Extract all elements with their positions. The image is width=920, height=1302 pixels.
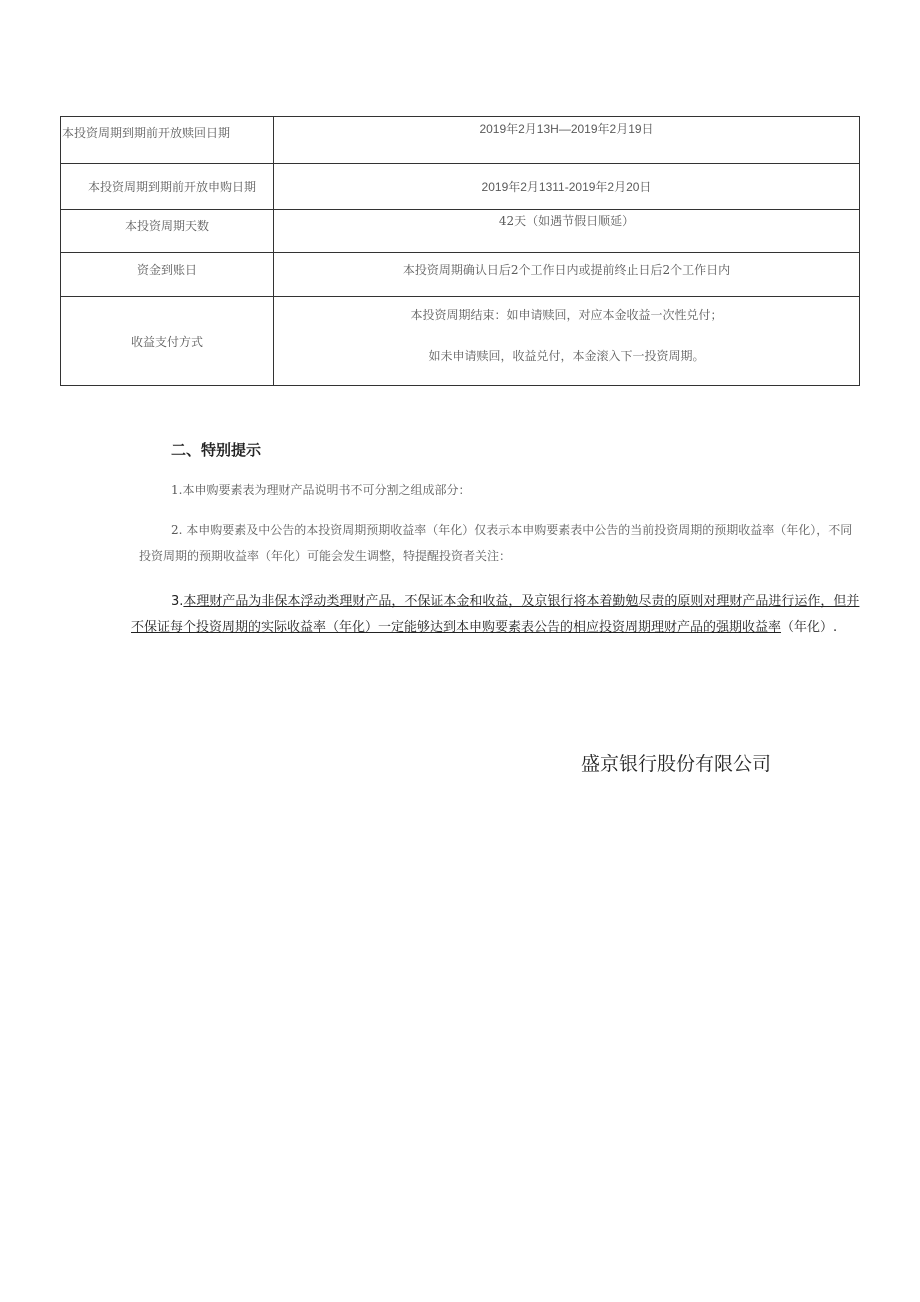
notice-item-3-underlined: 本理财产品为非保本浮动类理财产品，不保证本金和收益，及京银行将本着勤勉尽责的原则对理财产品进行运作，但并不保证每个投资周期的实际收益率（年化）一定能够达到本申购要素表公告的相应投资周期理财产品的强期收益率	[131, 594, 860, 635]
subscription-date-label: 本投资周期到期前开放申购日期	[87, 180, 256, 194]
row-label-cell	[61, 297, 274, 386]
table-row	[61, 164, 860, 210]
notice-item-2: 2. 本申购要素及中公告的本投资周期预期收益率（年化）仅表示本申购要素表中公告的当前投资周期的预期收益率（年化），不同投资周期的预期收益率（年化）可能会发生调整，特提醒投资者关注：	[139, 523, 853, 563]
row-value-cell	[274, 297, 860, 386]
row-value-cell	[274, 210, 860, 253]
row-label-cell	[61, 210, 274, 253]
notice-item-3-number: 3.	[171, 594, 184, 609]
product-info-table	[60, 116, 860, 386]
payment-method-line1: 本投资周期结束：如申请赎回，对应本金收益一次性兑付；	[410, 308, 723, 322]
table-row	[61, 297, 860, 386]
funds-arrival-label: 资金到账日	[136, 263, 197, 277]
payment-method-line2: 如未申请赎回，收益兑付，本金滚入下一投资周期。	[428, 349, 705, 363]
notice-item-3	[131, 589, 869, 641]
redemption-date-value: 2019年2月13H—2019年2月19日	[479, 122, 654, 136]
row-label-cell	[61, 164, 274, 210]
row-label-cell	[61, 117, 274, 164]
notice-item-1: 1.本申购要素表为理财产品说明书不可分割之组成部分：	[171, 483, 471, 497]
period-days-label: 本投资周期天数	[124, 219, 209, 233]
period-days-value: 42天（如遇节假日顺延）	[498, 214, 635, 228]
row-value-cell	[274, 253, 860, 297]
funds-arrival-value: 本投资周期确认日后2个工作日内或提前终止日后2个工作日内	[402, 263, 731, 277]
section-title: 二、特别提示	[171, 441, 262, 459]
row-value-cell	[274, 164, 860, 210]
subscription-date-value: 2019年2月1311-2019年2月20日	[481, 180, 652, 194]
table-row	[61, 117, 860, 164]
row-label-cell	[61, 253, 274, 297]
notice-item-3-suffix: （年化）.	[781, 620, 838, 635]
row-value-cell	[274, 117, 860, 164]
redemption-date-label: 本投资周期到期前开放赎回日期	[62, 126, 231, 140]
table-row	[61, 210, 860, 253]
payment-method-label: 收益支付方式	[130, 334, 203, 349]
company-signature: 盛京银行股份有限公司	[581, 753, 772, 775]
table-row	[61, 253, 860, 297]
